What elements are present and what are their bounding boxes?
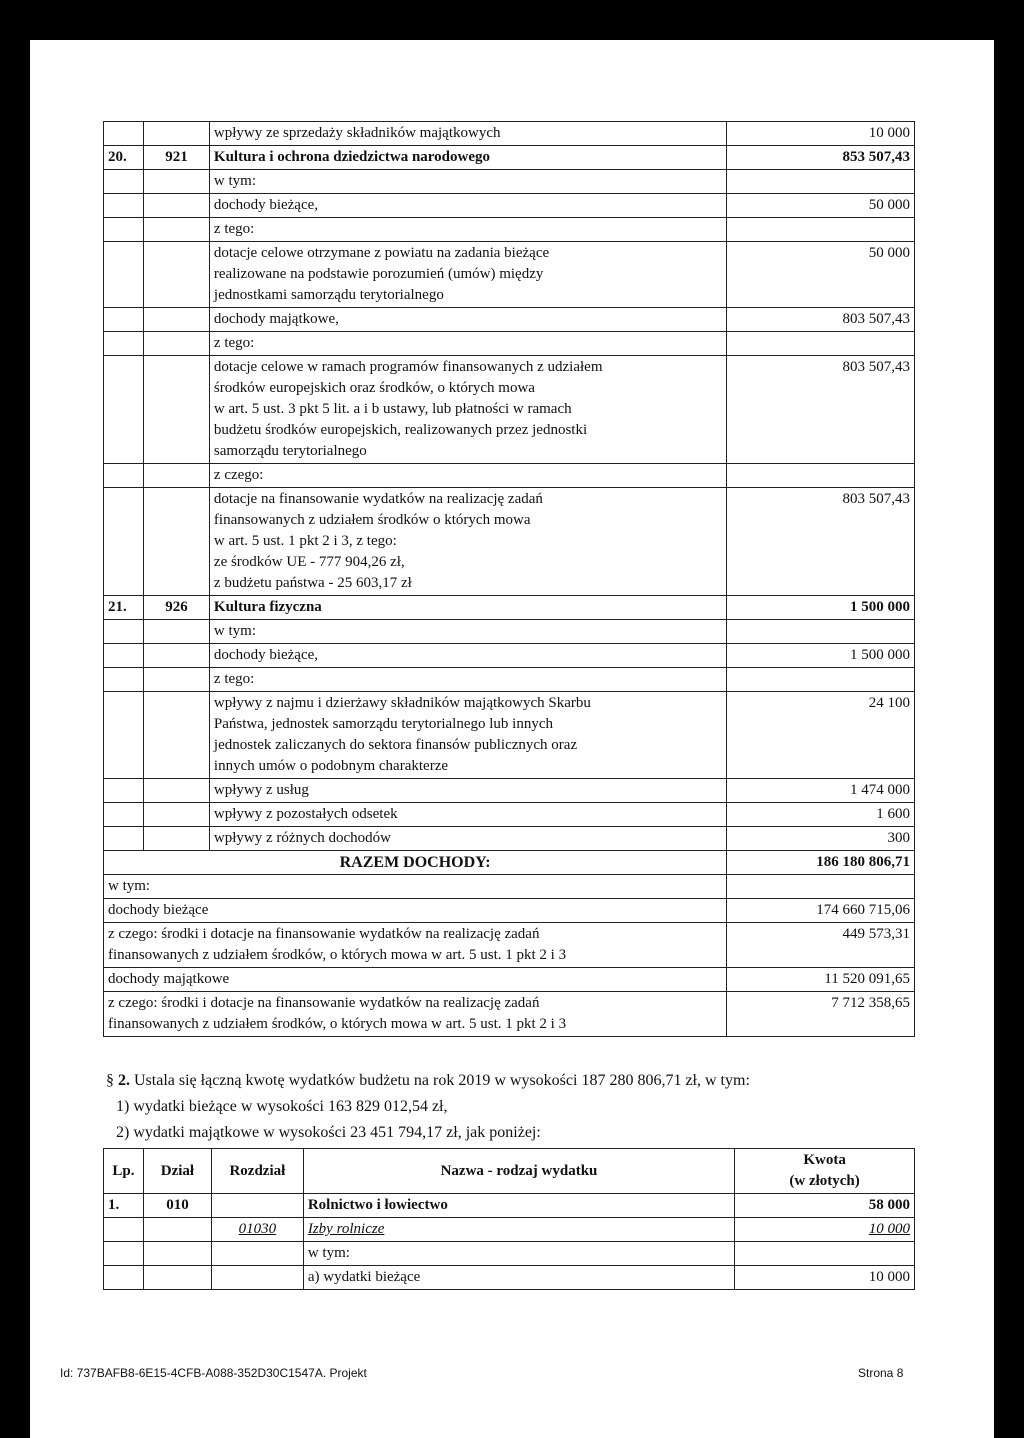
table-row [104, 308, 915, 332]
expenditure-table [103, 1148, 915, 1290]
row-value: 50 000 [727, 194, 915, 218]
nazwa: Rolnictwo i łowiectwo [303, 1194, 734, 1218]
row-text [209, 242, 726, 308]
table-row [104, 899, 915, 923]
dzial: 010 [143, 1194, 211, 1218]
table-row [104, 1194, 915, 1218]
kwota: 10 000 [735, 1218, 915, 1242]
paragraph-line: 2) wydatki majątkowe w wysokości 23 451 794,17 zł, jak poniżej: [116, 1124, 541, 1141]
table-row [104, 620, 915, 644]
row-text: dochody bieżące, [209, 194, 726, 218]
column-header [735, 1149, 915, 1194]
lp: 1. [104, 1194, 144, 1218]
header-line: (w złotych) [789, 1173, 860, 1189]
table-row [104, 923, 915, 968]
nazwa: Izby rolnicze [303, 1218, 734, 1242]
text-line: z budżetu państwa - 25 603,17 zł [213, 575, 412, 591]
total-row [104, 851, 915, 875]
section-sign: § [106, 1072, 114, 1089]
table-row [104, 692, 915, 779]
income-table [103, 121, 915, 1037]
nazwa: a) wydatki bieżące [303, 1266, 734, 1290]
row-value: 803 507,43 [727, 308, 915, 332]
text-line: jednostek zaliczanych do sektora finansów publicznych oraz [213, 737, 578, 753]
text-line: finansowanych z udziałem środków, o których mowa w art. 5 ust. 1 pkt 2 i 3 [108, 1016, 567, 1032]
table-row [104, 968, 915, 992]
text-line: dotacje na finansowanie wydatków na realizację zadań [213, 491, 543, 507]
text-line: dotacje celowe otrzymane z powiatu na zadania bieżące [213, 245, 550, 261]
dzial: 926 [143, 596, 209, 620]
row-text [104, 923, 727, 968]
row-text: wpływy z pozostałych odsetek [209, 803, 726, 827]
table-row [104, 194, 915, 218]
document-id: Id: 737BAFB8-6E15-4CFB-A088-352D30C1547A. Projekt [60, 1366, 367, 1380]
row-value: 1 600 [727, 803, 915, 827]
row-text [104, 992, 727, 1037]
lp: 21. [104, 596, 144, 620]
table-row [104, 992, 915, 1037]
dzial: 921 [143, 146, 209, 170]
table-row [104, 779, 915, 803]
row-value: 7 712 358,65 [727, 992, 915, 1037]
row-text: w tym: [209, 170, 726, 194]
row-value: 1 474 000 [727, 779, 915, 803]
column-header: Nazwa - rodzaj wydatku [303, 1149, 734, 1194]
table-row [104, 1218, 915, 1242]
text-line: samorządu terytorialnego [213, 443, 367, 459]
table-row [104, 875, 915, 899]
text-line: jednostkami samorządu terytorialnego [213, 287, 444, 303]
table-row [104, 332, 915, 356]
row-text: z tego: [209, 218, 726, 242]
row-text: wpływy z usług [209, 779, 726, 803]
page-number: Strona 8 [858, 1366, 904, 1380]
paragraph-text: Ustala się łączną kwotę wydatków budżetu na rok 2019 w wysokości 187 280 806,71 zł, w tym: [134, 1072, 750, 1089]
row-text [209, 488, 726, 596]
header-row [104, 1149, 915, 1194]
row-text: wpływy z różnych dochodów [209, 827, 726, 851]
table-row [104, 218, 915, 242]
text-line: Państwa, jednostek samorządu terytorialnego lub innych [213, 716, 553, 732]
row-value: 11 520 091,65 [727, 968, 915, 992]
row-text: z czego: [209, 464, 726, 488]
table-row [104, 1266, 915, 1290]
row-text: wpływy ze sprzedaży składników majątkowych [209, 122, 726, 146]
row-text: w tym: [209, 620, 726, 644]
table-row [104, 464, 915, 488]
row-text: dochody majątkowe [104, 968, 727, 992]
row-text [209, 356, 726, 464]
text-line: finansowanych z udziałem środków, o których mowa w art. 5 ust. 1 pkt 2 i 3 [108, 947, 567, 963]
nazwa: w tym: [303, 1242, 734, 1266]
text-line: realizowane na podstawie porozumień (umów) między [213, 266, 544, 282]
table-row [104, 1242, 915, 1266]
column-header: Lp. [104, 1149, 144, 1194]
row-value: 10 000 [727, 122, 915, 146]
table-row [104, 488, 915, 596]
row-value: 174 660 715,06 [727, 899, 915, 923]
table-row [104, 827, 915, 851]
text-line: wpływy z najmu i dzierżawy składników majątkowych Skarbu [213, 695, 591, 711]
section-header-row [104, 146, 915, 170]
text-line: z czego: środki i dotacje na finansowanie wydatków na realizację zadań [108, 995, 540, 1011]
text-line: w art. 5 ust. 3 pkt 5 lit. a i b ustawy, lub płatności w ramach [213, 401, 572, 417]
row-value: 24 100 [727, 692, 915, 779]
header-line: Kwota [803, 1152, 846, 1168]
section-name: Kultura fizyczna [209, 596, 726, 620]
row-text: dochody bieżące [104, 899, 727, 923]
kwota: 58 000 [735, 1194, 915, 1218]
row-value: 803 507,43 [727, 488, 915, 596]
table-row [104, 668, 915, 692]
table-row [104, 170, 915, 194]
text-line: innych umów o podobnym charakterze [213, 758, 449, 774]
row-value: 803 507,43 [727, 356, 915, 464]
text-line: dotacje celowe w ramach programów finansowanych z udziałem [213, 359, 603, 375]
table-row [104, 356, 915, 464]
row-text: z tego: [209, 332, 726, 356]
column-header: Dział [143, 1149, 211, 1194]
total-value: 186 180 806,71 [727, 851, 915, 875]
table-row [104, 242, 915, 308]
paragraph-line [106, 1070, 750, 1092]
row-text: dochody majątkowe, [209, 308, 726, 332]
lp: 20. [104, 146, 144, 170]
section-value: 853 507,43 [727, 146, 915, 170]
kwota: 10 000 [735, 1266, 915, 1290]
row-text: dochody bieżące, [209, 644, 726, 668]
paragraph-line: 1) wydatki bieżące w wysokości 163 829 012,54 zł, [116, 1098, 448, 1115]
total-label: RAZEM DOCHODY: [104, 851, 727, 875]
text-line: ze środków UE - 777 904,26 zł, [213, 554, 405, 570]
text-line: finansowanych z udziałem środków o których mowa [213, 512, 531, 528]
section-name: Kultura i ochrona dziedzictwa narodowego [209, 146, 726, 170]
table-row [104, 803, 915, 827]
row-text: w tym: [104, 875, 727, 899]
row-text [209, 692, 726, 779]
rozdzial: 01030 [211, 1218, 303, 1242]
row-text: z tego: [209, 668, 726, 692]
row-value: 300 [727, 827, 915, 851]
row-value: 50 000 [727, 242, 915, 308]
table-row [104, 122, 915, 146]
row-value: 449 573,31 [727, 923, 915, 968]
text-line: środków europejskich oraz środków, o których mowa [213, 380, 535, 396]
column-header: Rozdział [211, 1149, 303, 1194]
row-value: 1 500 000 [727, 644, 915, 668]
text-line: w art. 5 ust. 1 pkt 2 i 3, z tego: [213, 533, 397, 549]
text-line: budżetu środków europejskich, realizowanych przez jednostki [213, 422, 588, 438]
text-line: z czego: środki i dotacje na finansowanie wydatków na realizację zadań [108, 926, 540, 942]
section-value: 1 500 000 [727, 596, 915, 620]
table-row [104, 644, 915, 668]
section-header-row [104, 596, 915, 620]
paragraph-number: 2. [118, 1072, 130, 1089]
